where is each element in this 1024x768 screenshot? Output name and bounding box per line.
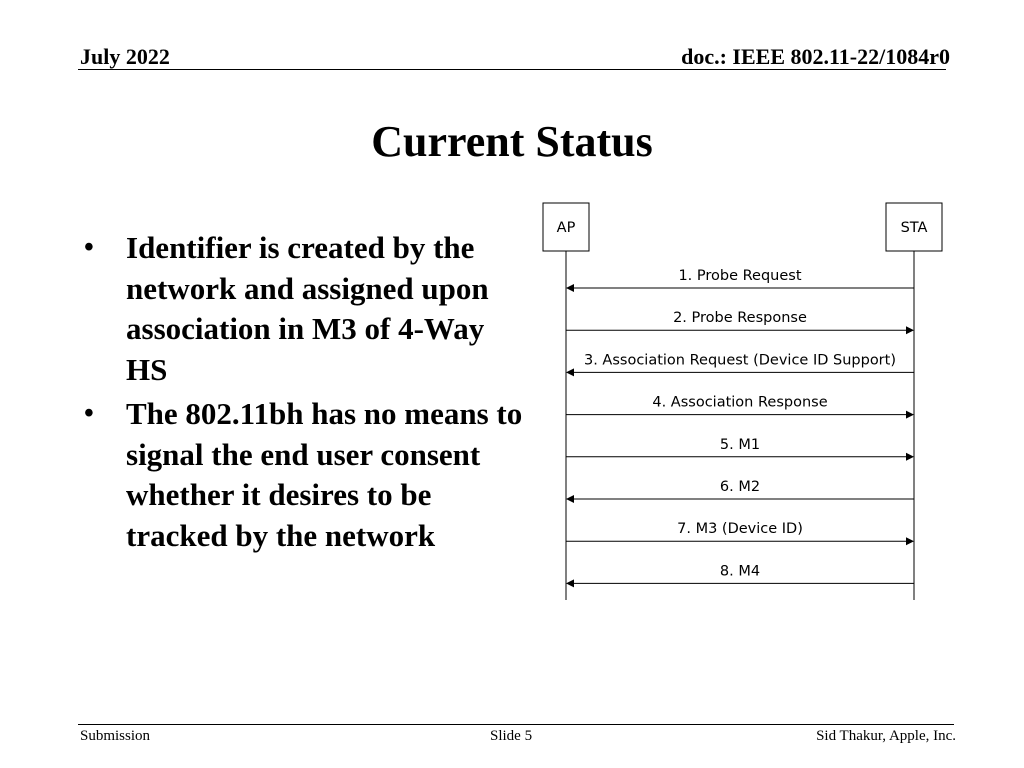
- header-doc-id: doc.: IEEE 802.11-22/1084r0: [681, 44, 950, 69]
- footer-slide-number: Slide 5: [490, 728, 533, 744]
- sta-label: STA: [900, 220, 928, 236]
- arrowhead-icon: [566, 579, 574, 587]
- arrowhead-icon: [566, 495, 574, 503]
- slide-title: Current Status: [371, 117, 653, 166]
- ap-label: AP: [556, 220, 576, 236]
- footer-rule: [78, 724, 954, 725]
- bullet-dot-icon: •: [84, 398, 94, 429]
- footer-submission: Submission: [80, 728, 151, 744]
- message-label: 4. Association Response: [652, 394, 828, 411]
- arrowhead-icon: [906, 453, 914, 461]
- bullet-text: Identifier is created by the network and assigned upon association in M3 of 4-Way HS: [126, 230, 489, 387]
- header-date: July 2022: [80, 44, 170, 69]
- message-label: 5. M1: [719, 436, 761, 453]
- message-label: 1. Probe Request: [678, 268, 802, 284]
- arrowhead-icon: [906, 326, 914, 334]
- footer-author: Sid Thakur, Apple, Inc.: [816, 728, 956, 744]
- arrowhead-icon: [566, 284, 574, 292]
- arrowhead-icon: [906, 411, 914, 419]
- bullet-text: The 802.11bh has no means to signal the end user consent whether it desires to be tracked by the network: [126, 396, 523, 553]
- message-label: 2. Probe Response: [673, 310, 807, 327]
- arrowhead-icon: [906, 537, 914, 545]
- bullet-dot-icon: •: [84, 232, 94, 263]
- message-label: 6. M2: [719, 479, 761, 495]
- message-label: 7. M3 (Device ID): [677, 521, 803, 538]
- message-label: 8. M4: [719, 563, 761, 580]
- arrowhead-icon: [566, 368, 574, 376]
- message-label: 3. Association Request (Device ID Support): [583, 352, 897, 369]
